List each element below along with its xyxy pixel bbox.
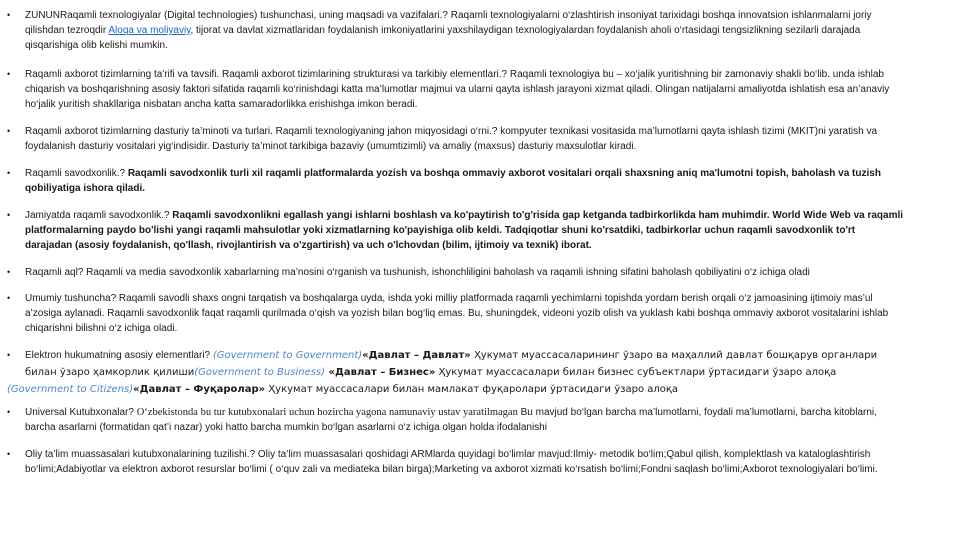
- item-text: Raqamli texnologiyalar (Digital technologies) tushunchasi, uning maqsadi va vazifalari.? Raqamli texnologiyalarni o‘zlashtirish insoniyat tarixidagi boshqa innovatsion ishlanmalarni joriy qilishdan tezroqdir: [25, 10, 872, 36]
- item-text: Bu mavjud bo‘lgan barcha ma’lumotlarni, foydali ma’lumotlarni, barcha kitoblarni, barcha asarlarni (formatidan qat’i nazar) yoki hatto barcha mumkin bo‘lgan asarlarni o‘z ichiga olgan holda ifodalanishi: [25, 407, 877, 433]
- g2g-term: «Давлат – Давлат»: [362, 350, 471, 361]
- bullet-icon: •: [7, 69, 11, 79]
- list-item: [7, 67, 905, 112]
- item-text: Jamiyatda raqamli savodxonlik.?: [25, 210, 173, 221]
- g2c-label: (Government to Citizens): [7, 384, 134, 395]
- item-text: Universal Kutubxonalar?: [25, 407, 137, 418]
- bullet-icon: •: [7, 350, 11, 360]
- g2b-term: «Давлат – Бизнес»: [325, 367, 436, 378]
- list-item: [7, 405, 905, 435]
- item-text: Raqamli savodxonlik.?: [25, 168, 128, 179]
- item-text: , tijorat va davlat xizmatlaridan foydalanish imkoniyatlarini yaxshilaydigan texnologiyalardan foydalanish aholi o‘rtasidagi tengsizlikning sezilarli darajada qisqarishiga olib kelishi mumkin.: [25, 25, 861, 51]
- item-text: Raqamli axborot tizimlarning ta'rifi va tavsifi. Raqamli axborot tizimlarining strukturasi va tarkibiy elementlari.? Raqamli texnologiya bu – xo‘jalik yuritishning bir zamonaviy shakli bo‘lib. unda ishlab chiqarish va boshqarishning asosiy faktori sifatida raqamli ko‘rinishdagi katta ma’lumotlar majmui va ularni qayta ishlash jarayoni xizmat qiladi. Olingan natijalarni amaliyotda ishlatish esa an’anaviy ho‘jalik yuritish shakllariga nisbatan ancha katta samaradorlikka erishishga imkon beradi.: [25, 69, 890, 110]
- item-head: ZUNUN: [25, 10, 60, 21]
- bullet-icon: •: [7, 210, 11, 220]
- bullet-icon: •: [7, 293, 11, 303]
- list-item: [7, 447, 905, 477]
- bullet-icon: •: [7, 168, 11, 178]
- bullet-icon: •: [7, 126, 11, 136]
- item-serif-text: O‘zbekistonda bu tur kutubxonalari uchun hozircha yagona namunaviy ustav yaratilmagan: [136, 407, 518, 418]
- item-text: Elektron hukumatning asosiy elementlari?: [25, 350, 213, 361]
- item-text: Raqamli aql? Raqamli va media savodxonlik xabarlarning ma’nosini o‘rganish va tushunish, ishonchliligini baholash va raqamli ishning sifatini baholash qobiliyatini o‘z ichiga oladi: [25, 267, 810, 278]
- list-item: [7, 347, 905, 398]
- bullet-icon: •: [7, 267, 11, 277]
- item-bold-text: Raqamli savodxonlik turli xil raqamli platformalarda yozish va boshqa ommaviy axborot vositalari orqali shaxsning aniq ma'lumotni topish, baholash va tuzish qobiliyatiga ishora qiladi.: [25, 168, 881, 194]
- list-item: [7, 8, 905, 53]
- list-item: [7, 166, 905, 196]
- g2c-term: «Давлат – Фуқаролар»: [133, 384, 266, 395]
- bullet-icon: •: [7, 407, 11, 417]
- g2g-description: Ҳукумат муассасаларининг ўзаро ва маҳаллий давлат бошқарув органлари билан ўзаро ҳамкорлик қилиши: [25, 350, 878, 378]
- item-text: Raqamli axborot tizimlarning dasturiy ta’minoti va turlari. Raqamli texnologiyaning jahon miqyosidagi o‘rni.? kompyuter texnikasi vositasida ma’lumotlarni qayta ishlash tizimi (MKIT)ni yaratish va foydalanish dasturiy vositalari yig‘indisidir. Dasturiy ta’minot tarkibiga bazaviy (umumtizimli) va amaliy (maxsus) dasturiy maxsulotlar kiradi.: [25, 126, 878, 152]
- list-item: [7, 124, 905, 154]
- list-item: [7, 265, 905, 280]
- list-item: [7, 208, 905, 253]
- g2c-description: Ҳукумат муассасалари билан мамлакат фуқаролари ўртасидаги ўзаро алоқа: [265, 384, 679, 395]
- list-item: [7, 291, 905, 336]
- g2b-description: Ҳукумат муассасалари билан бизнес субъектлари ўртасидаги ўзаро алоқа: [435, 367, 837, 378]
- item-text: Umumiy tushuncha? Raqamli savodli shaxs ongni tarqatish va boshqalarga uyda, ishda yoki milliy platformada raqamli yechimlarni topishda yordam berish orqali o‘z jamoasining ijtimoiy mas’ul a’zosiga aylanadi. Raqamli savodxonlik faqat raqamli qurilmada o‘qish va yozish bilan bog‘liq emas. Bu, shuningdek, videoni yozib olish va yuklash kabi boshqa ommaviy axborot vositalarini ishlab chiqarishni bilishni o‘z ichiga oladi.: [25, 293, 889, 334]
- aloqa-link[interactable]: Aloqa va moliyaviy: [108, 25, 191, 36]
- g2g-label: (Government to Government): [212, 350, 363, 361]
- bullet-icon: •: [7, 449, 11, 459]
- bullet-icon: •: [7, 10, 11, 20]
- item-bold-text: Raqamli savodxonlikni egallash yangi ishlarni boshlash va ko'paytirish to'g'risida gap ketganda tadbirkorlikda ham muhimdir. World Wide Web va raqamli platformalarning paydo bo'lishi yangi raqamli mahsulotlar yoki xizmatlarning ko'payishiga olib keldi. Tadqiqotlar shuni ko'rsatdiki, tadbirkorlar uchun raqamli savodxonlik to'rt darajadan (asosiy foydalanish, qo'llash, rivojlantirish va o'zgartirish) va uch o'lchovdan (bilim, ijtimoiy va texnik) iborat.: [25, 210, 904, 251]
- g2b-label: (Government to Business): [194, 367, 326, 378]
- item-text: Oliy ta’lim muassasalari kutubxonalarining tuzilishi.? Oliy ta’lim muassasalari qoshidagi ARMlarda quyidagi bo‘limlar mavjud:Ilmiy- metodik bo‘lim;Qabul qilish, komplektlash va kataloglashtirish bo‘limi;Adabiyotlar va elektron axborot resurslar bo‘limi ( o‘quv zali va mediateka bilan birga);Marketing va axborot xizmati ko‘rsatish bo‘limi;Fondni saqlash bo‘limi;Axborot texnologiyalari bo‘limi.: [25, 449, 878, 475]
